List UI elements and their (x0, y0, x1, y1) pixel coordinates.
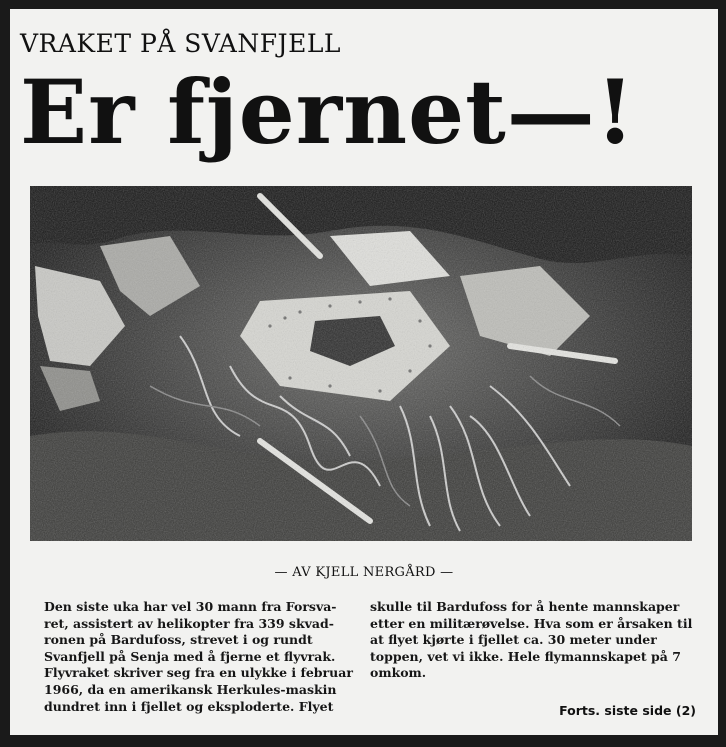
body-line: Flyvraket skriver seg fra en ulykke i februar (44, 665, 353, 681)
body-line: Den siste uka har vel 30 mann fra Forsva- (44, 599, 337, 614)
body-line: toppen, vet vi ikke. Hele flymannskapet på 7 (370, 648, 681, 664)
body-line: skulle til Bardufoss for å hente mannskaper (370, 599, 680, 614)
article-kicker: VRAKET PÅ SVANFJELL (20, 29, 342, 58)
article-column-2 (370, 599, 706, 682)
body-line: Svanfjell på Senja med å fjerne et flyvrak. (44, 648, 336, 664)
body-line: 1966, da en amerikansk Herkules-maskin (44, 681, 337, 697)
article-headline: Er fjernet—! (20, 60, 636, 164)
continuation-note: Forts. siste side (2) (559, 703, 696, 718)
body-line: ronen på Bardufoss, strevet i og rundt (44, 632, 313, 648)
body-line: dundret inn i fjellet og eksploderte. Flyet (44, 698, 334, 714)
newspaper-clipping (10, 9, 718, 735)
body-line: omkom. (370, 665, 427, 681)
article-column-1 (44, 599, 362, 715)
body-line: etter en militærøvelse. Hva som er årsaken til (370, 615, 693, 631)
body-line: ret, assistert av helikopter fra 339 skvad- (44, 615, 334, 631)
wreckage-photo (30, 186, 692, 541)
body-line: at flyet kjørte i fjellet ca. 30 meter under (370, 632, 657, 648)
article-byline: — AV KJELL NERGÅRD — (274, 565, 454, 580)
